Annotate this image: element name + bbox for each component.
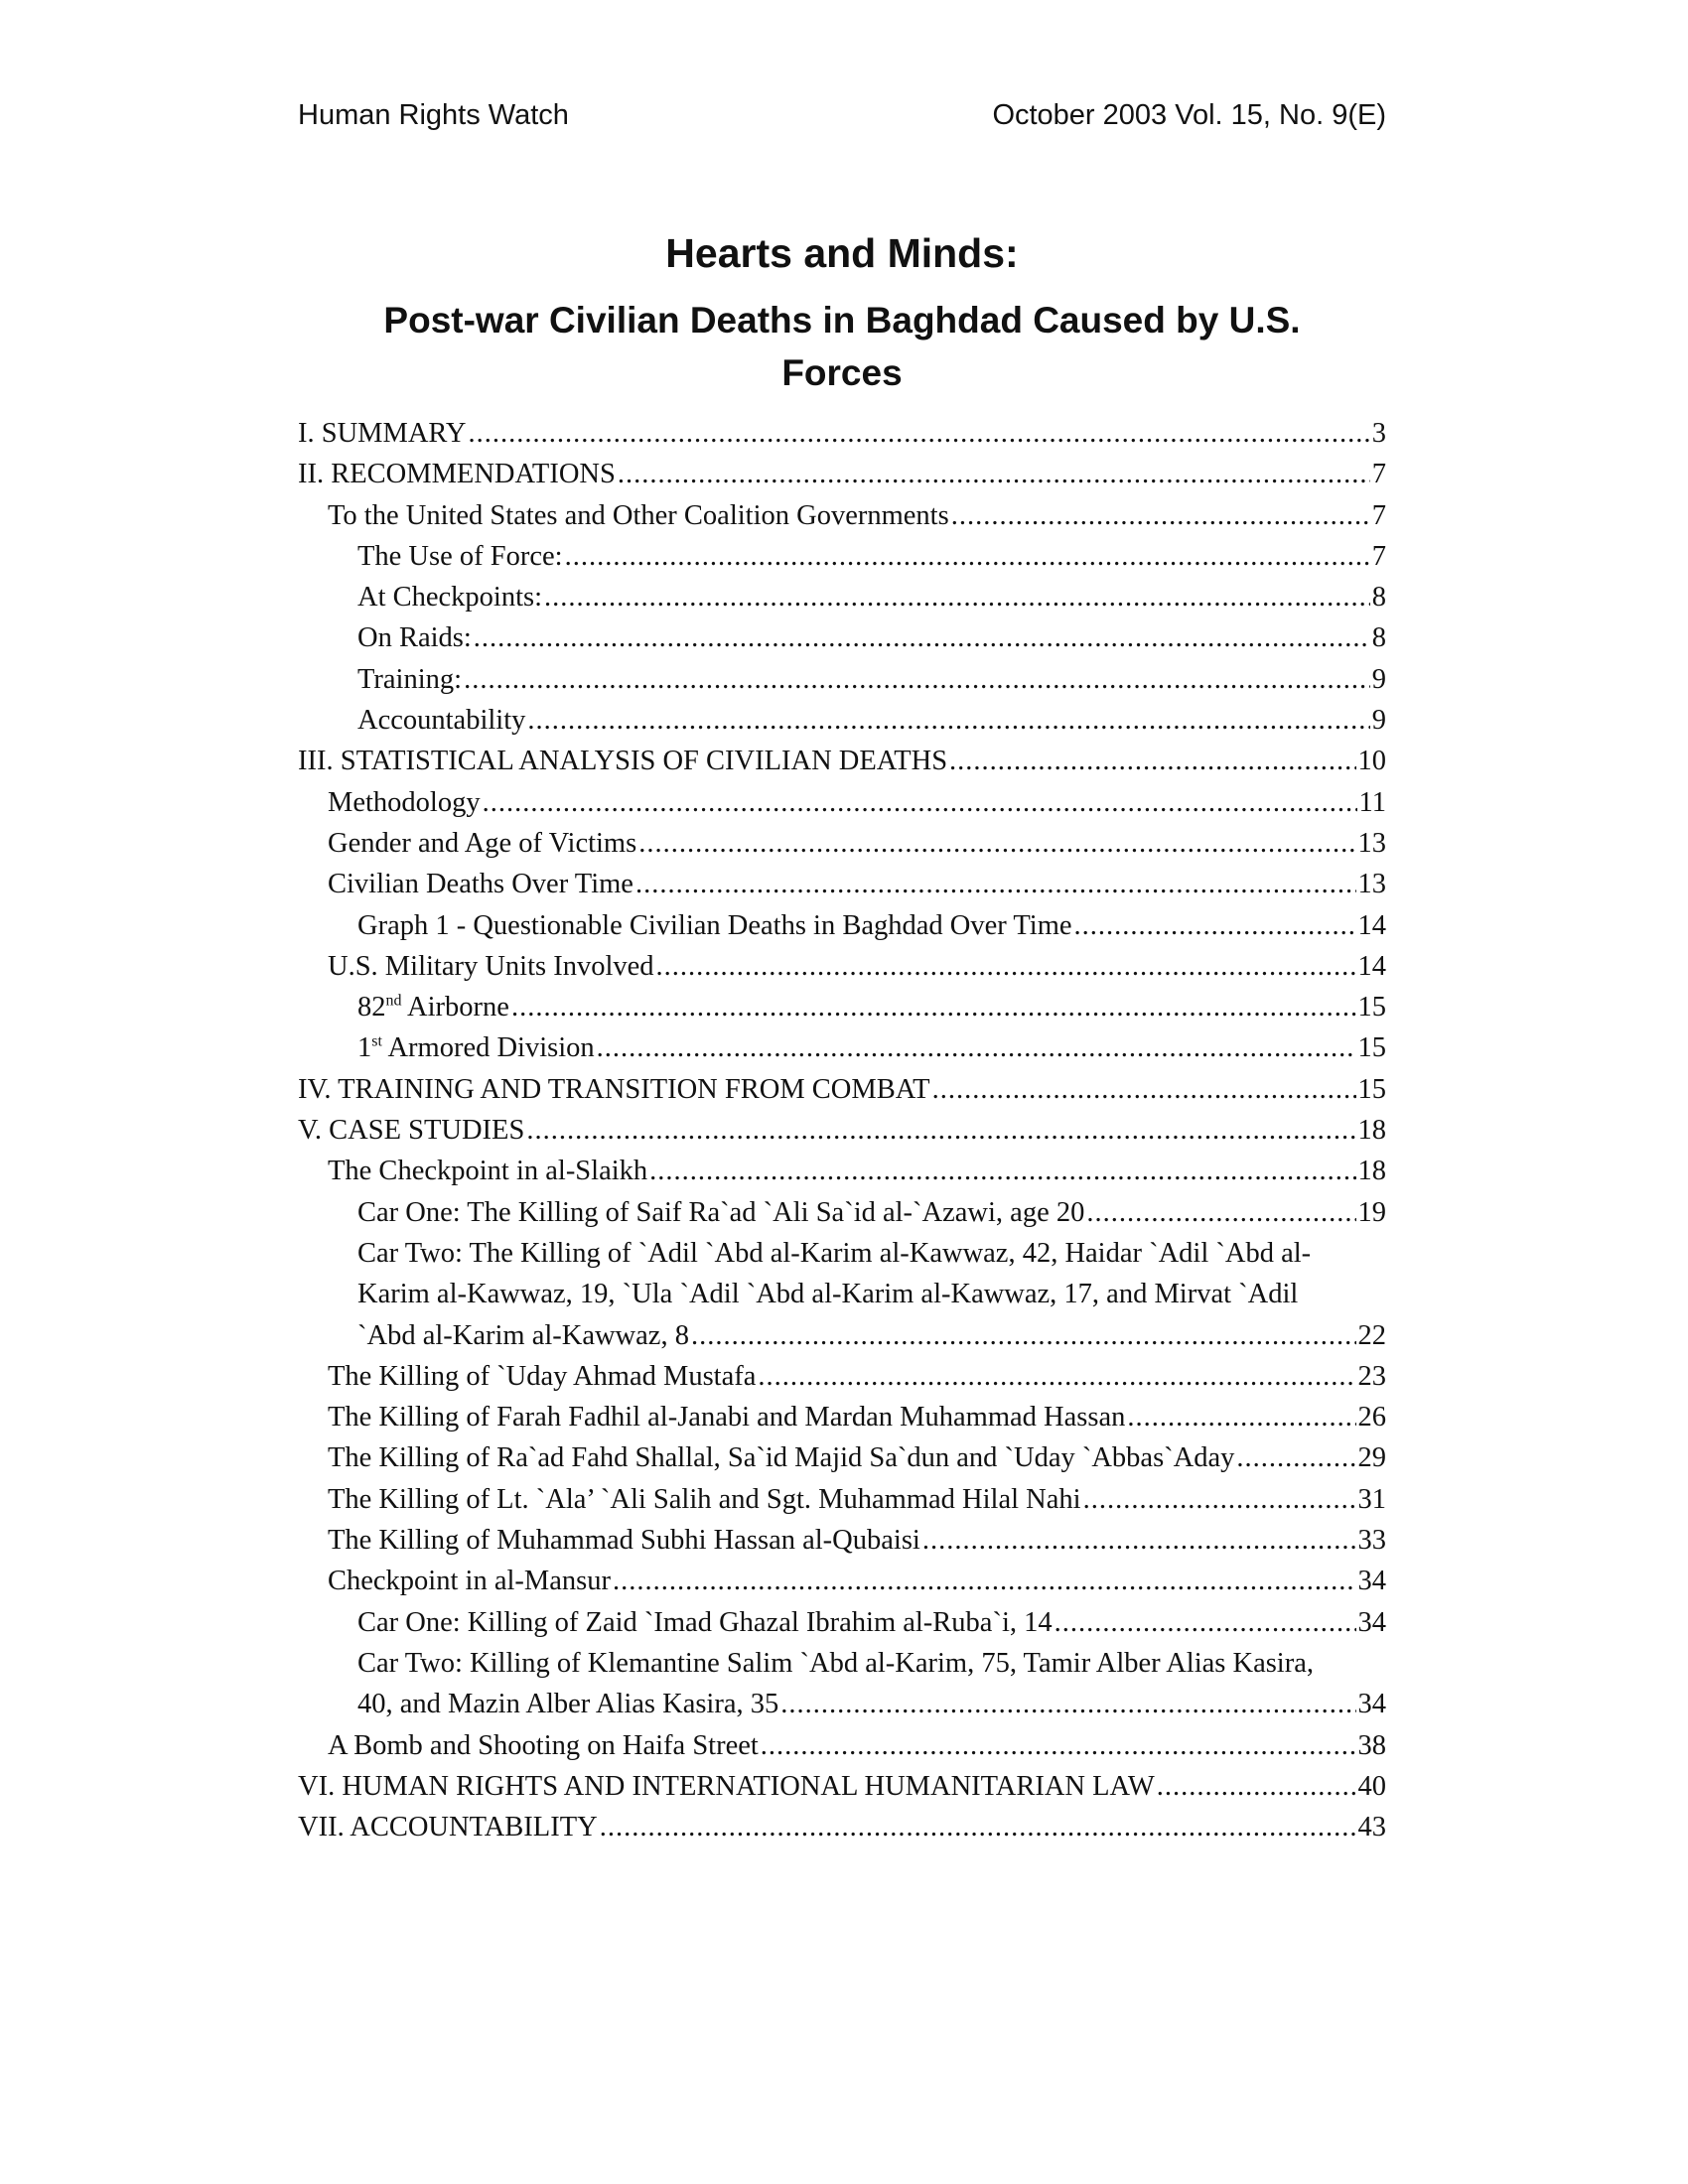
dot-leader: [780, 1684, 1355, 1724]
toc-entry-text: [298, 741, 947, 781]
toc-entry-title: The Use of Force:: [357, 540, 563, 572]
toc-entry-text: [328, 495, 949, 536]
toc-entry-title: 40, and Mazin Alber Alias Kasira, 35: [357, 1689, 779, 1720]
toc-entry-title: Checkpoint in al-Mansur: [328, 1566, 611, 1597]
toc-page-number: 33: [1357, 1525, 1386, 1557]
toc-entry[interactable]: [298, 1356, 1386, 1397]
toc-page-number: 40: [1357, 1770, 1386, 1802]
toc-entry-title: The Killing of `Uday Ahmad Mustafa: [328, 1360, 757, 1392]
toc-entry[interactable]: [298, 1520, 1386, 1561]
toc-entry-row: [357, 1192, 1386, 1233]
toc-entry[interactable]: [298, 741, 1386, 781]
toc-entry-text: [357, 1315, 689, 1356]
dot-leader: [613, 1561, 1356, 1601]
dot-leader: [544, 577, 1370, 617]
toc-page-number: 23: [1357, 1360, 1386, 1392]
toc-entry[interactable]: [298, 495, 1386, 536]
toc-entry-ordinal-suffix: nd: [385, 992, 402, 1010]
toc-entry[interactable]: [298, 617, 1386, 658]
toc-entry-text: [328, 1151, 647, 1191]
toc-page-number: 13: [1357, 827, 1386, 859]
toc-page-number: 15: [1357, 1032, 1386, 1064]
toc-entry-row: [328, 1561, 1386, 1601]
toc-entry-row: [328, 1725, 1386, 1766]
dot-leader: [1086, 1192, 1355, 1233]
toc-entry-text: [298, 1766, 1155, 1807]
dot-leader: [949, 741, 1355, 781]
header-organization: Human Rights Watch: [298, 99, 569, 131]
toc-entry-row: [298, 1766, 1386, 1807]
toc-entry[interactable]: [298, 1479, 1386, 1520]
toc-entry[interactable]: [298, 454, 1386, 494]
toc-entry[interactable]: [298, 987, 1386, 1027]
toc-entry-title: II. RECOMMENDATIONS: [298, 459, 616, 490]
toc-entry-title: The Killing of Farah Fadhil al-Janabi and Mardan Muhammad Hassan: [328, 1402, 1126, 1433]
toc-page-number: 11: [1358, 786, 1386, 818]
dot-leader: [1127, 1397, 1355, 1437]
toc-entry[interactable]: [298, 823, 1386, 864]
toc-entry-title: Methodology: [328, 786, 481, 818]
toc-entry-title: Car One: Killing of Zaid `Imad Ghazal Ibrahim al-Ruba`i, 14: [357, 1606, 1053, 1638]
toc-page-number: 14: [1357, 909, 1386, 941]
toc-entry[interactable]: [298, 1069, 1386, 1110]
toc-entry-text: [357, 577, 542, 617]
toc-entry-title: VII. ACCOUNTABILITY: [298, 1812, 598, 1843]
toc-entry-row: [328, 1479, 1386, 1520]
toc-page-number: 14: [1357, 950, 1386, 982]
toc-entry[interactable]: [298, 577, 1386, 617]
dot-leader: [1083, 1479, 1356, 1520]
toc-entry-ordinal-suffix: st: [371, 1032, 382, 1050]
toc-page-number: 26: [1357, 1402, 1386, 1433]
dot-leader: [468, 413, 1369, 454]
toc-entry-row: [328, 1356, 1386, 1397]
toc-entry[interactable]: [298, 905, 1386, 946]
toc-page-number: 13: [1357, 869, 1386, 900]
toc-entry-text: [298, 1807, 598, 1847]
toc-entry-title: The Killing of Muhammad Subhi Hassan al-Qubaisi: [328, 1525, 920, 1557]
toc-entry-title: At Checkpoints:: [357, 582, 543, 614]
dot-leader: [527, 700, 1369, 741]
toc-page-number: 34: [1357, 1689, 1386, 1720]
toc-page-number: 22: [1357, 1319, 1386, 1351]
toc-entry-row: [328, 1397, 1386, 1437]
toc-entry-row: [328, 1151, 1386, 1191]
toc-page-number: 31: [1357, 1483, 1386, 1515]
toc-entry-row: [298, 454, 1386, 494]
toc-entry-title-rest: Armored Division: [381, 1032, 595, 1064]
dot-leader: [526, 1110, 1355, 1151]
toc-entry-text-line: Car Two: The Killing of `Adil `Abd al-Karim al-Kawwaz, 42, Haidar `Adil `Abd al-: [357, 1237, 1312, 1269]
toc-entry-title: On Raids:: [357, 622, 472, 654]
toc-entry[interactable]: [298, 1233, 1386, 1356]
table-of-contents: [298, 413, 1386, 1847]
toc-page-number: 8: [1371, 622, 1386, 654]
toc-entry[interactable]: [298, 659, 1386, 700]
toc-entry-text-line: Car Two: Killing of Klemantine Salim `Abd al-Karim, 75, Tamir Alber Alias Kasira,: [357, 1647, 1314, 1679]
dot-leader: [565, 536, 1370, 577]
running-header: [298, 99, 1386, 132]
toc-entry-text: [357, 617, 472, 658]
toc-page-number: 7: [1371, 540, 1386, 572]
toc-page-number: 18: [1357, 1115, 1386, 1147]
toc-page-number: 43: [1357, 1812, 1386, 1843]
toc-entry-text: [328, 782, 481, 823]
toc-entry-row: [357, 987, 1386, 1027]
toc-entry-text: [298, 454, 616, 494]
dot-leader: [951, 495, 1370, 536]
toc-entry-row: [357, 536, 1386, 577]
toc-entry-title: A Bomb and Shooting on Haifa Street: [328, 1729, 759, 1761]
toc-page-number: 3: [1371, 418, 1386, 449]
toc-entry[interactable]: [298, 1192, 1386, 1233]
toc-entry-row: [357, 905, 1386, 946]
dot-leader: [932, 1069, 1356, 1110]
toc-entry-title: V. CASE STUDIES: [298, 1115, 525, 1147]
toc-page-number: 10: [1357, 746, 1386, 777]
toc-entry-title: The Killing of Lt. `Ala’ `Ali Salih and Sgt. Muhammad Hilal Nahi: [328, 1483, 1081, 1515]
dot-leader: [656, 946, 1356, 987]
header-issue-info: October 2003 Vol. 15, No. 9(E): [992, 99, 1386, 131]
toc-entry[interactable]: [298, 1397, 1386, 1437]
toc-entry-title: The Checkpoint in al-Slaikh: [328, 1156, 648, 1187]
toc-entry-text: [328, 1356, 756, 1397]
toc-entry-text: [357, 1602, 1053, 1643]
toc-entry-text: [357, 1027, 595, 1068]
toc-entry-title: Car One: The Killing of Saif Ra`ad `Ali Sa`id al-`Azawi, age 20: [357, 1196, 1085, 1228]
toc-page-number: 7: [1371, 459, 1386, 490]
toc-entry[interactable]: [298, 700, 1386, 741]
toc-entry-text: [357, 659, 462, 700]
toc-entry-title: I. SUMMARY: [298, 418, 467, 449]
dot-leader: [600, 1807, 1356, 1847]
toc-entry-text: [328, 864, 633, 904]
dot-leader: [511, 987, 1356, 1027]
toc-page-number: 15: [1357, 992, 1386, 1024]
toc-entry-text: [298, 1110, 524, 1151]
toc-entry-row: [298, 413, 1386, 454]
toc-entry-text: [357, 1684, 778, 1724]
toc-entry-text: [328, 1397, 1125, 1437]
toc-entry-row: [357, 1684, 1386, 1724]
dot-leader: [1074, 905, 1356, 946]
toc-entry-row: [357, 617, 1386, 658]
toc-entry-row: [298, 1110, 1386, 1151]
document-subtitle: Post-war Civilian Deaths in Baghdad Caused by U.S. Forces: [383, 300, 1301, 393]
toc-entry-row: [298, 741, 1386, 781]
toc-entry[interactable]: [298, 1027, 1386, 1068]
toc-page-number: 18: [1357, 1156, 1386, 1187]
toc-entry-row: [328, 495, 1386, 536]
toc-entry-text: [357, 700, 525, 741]
toc-entry-row: [357, 1315, 1386, 1356]
toc-entry-row: [357, 1602, 1386, 1643]
toc-entry-row: [328, 864, 1386, 904]
toc-entry-title: 82: [357, 992, 386, 1024]
dot-leader: [691, 1315, 1356, 1356]
toc-entry[interactable]: [298, 782, 1386, 823]
toc-entry[interactable]: [298, 1807, 1386, 1847]
toc-entry-row: [328, 1437, 1386, 1478]
toc-entry-row: [328, 946, 1386, 987]
toc-entry-title: Graph 1 - Questionable Civilian Deaths in Baghdad Over Time: [357, 909, 1072, 941]
toc-entry-title: 1: [357, 1032, 372, 1064]
toc-entry[interactable]: [298, 1561, 1386, 1601]
toc-entry[interactable]: [298, 1725, 1386, 1766]
toc-entry-row: [328, 782, 1386, 823]
toc-entry[interactable]: [298, 1643, 1386, 1725]
toc-entry-row: [298, 1069, 1386, 1110]
toc-page-number: 15: [1357, 1073, 1386, 1105]
toc-entry-text: [298, 413, 466, 454]
toc-entry-row: [357, 577, 1386, 617]
toc-entry-title: Civilian Deaths Over Time: [328, 869, 633, 900]
toc-entry[interactable]: [298, 1437, 1386, 1478]
toc-entry[interactable]: [298, 1151, 1386, 1191]
toc-entry-title: Training:: [357, 663, 463, 695]
toc-entry-title: The Killing of Ra`ad Fahd Shallal, Sa`id Majid Sa`dun and `Uday `Abbas`Aday: [328, 1442, 1235, 1474]
toc-entry-text: [357, 536, 563, 577]
toc-page-number: 9: [1371, 663, 1386, 695]
toc-page-number: 19: [1357, 1196, 1386, 1228]
dot-leader: [638, 823, 1355, 864]
toc-entry-row: [357, 700, 1386, 741]
toc-entry-text: [328, 946, 654, 987]
toc-entry-title: Gender and Age of Victims: [328, 827, 637, 859]
toc-entry[interactable]: [298, 864, 1386, 904]
toc-entry-row: [328, 1520, 1386, 1561]
toc-entry[interactable]: [298, 413, 1386, 454]
dot-leader: [758, 1356, 1355, 1397]
toc-entry-text: [328, 1437, 1234, 1478]
toc-entry-title: VI. HUMAN RIGHTS AND INTERNATIONAL HUMANITARIAN LAW: [298, 1770, 1155, 1802]
dot-leader: [922, 1520, 1356, 1561]
toc-page-number: 8: [1371, 582, 1386, 614]
toc-entry-text: [328, 1725, 759, 1766]
dot-leader: [474, 617, 1370, 658]
dot-leader: [1236, 1437, 1355, 1478]
toc-entry-text-line: Karim al-Kawwaz, 19, `Ula `Adil `Abd al-Karim al-Kawwaz, 17, and Mirvat `Adil: [357, 1279, 1299, 1310]
toc-entry-title: `Abd al-Karim al-Kawwaz, 8: [357, 1319, 689, 1351]
dot-leader: [1157, 1766, 1356, 1807]
toc-entry[interactable]: [298, 1602, 1386, 1643]
toc-page-number: 34: [1357, 1566, 1386, 1597]
toc-page-number: 38: [1357, 1729, 1386, 1761]
dot-leader: [761, 1725, 1356, 1766]
toc-entry-row: [298, 1807, 1386, 1847]
toc-entry-text: [357, 1192, 1084, 1233]
toc-page-number: 34: [1357, 1606, 1386, 1638]
toc-entry-row: [328, 823, 1386, 864]
toc-entry-title: IV. TRAINING AND TRANSITION FROM COMBAT: [298, 1073, 930, 1105]
toc-entry[interactable]: [298, 1766, 1386, 1807]
dot-leader: [649, 1151, 1355, 1191]
toc-entry-title: III. STATISTICAL ANALYSIS OF CIVILIAN DEATHS: [298, 746, 948, 777]
toc-entry-row: [357, 1027, 1386, 1068]
toc-entry-title: U.S. Military Units Involved: [328, 950, 654, 982]
document-title: Hearts and Minds:: [665, 230, 1019, 276]
dot-leader: [483, 782, 1357, 823]
dot-leader: [1055, 1602, 1356, 1643]
toc-entry[interactable]: [298, 1110, 1386, 1151]
dot-leader: [635, 864, 1356, 904]
toc-entry-title: To the United States and Other Coalition Governments: [328, 499, 949, 531]
toc-entry-title: Accountability: [357, 705, 526, 737]
dot-leader: [618, 454, 1370, 494]
toc-entry-text: [328, 1561, 611, 1601]
toc-entry-row: [357, 659, 1386, 700]
toc-entry-title-rest: Airborne: [401, 992, 509, 1024]
toc-page-number: 7: [1371, 499, 1386, 531]
toc-entry-text: [328, 823, 636, 864]
toc-page-number: 9: [1371, 705, 1386, 737]
toc-entry-text: [328, 1479, 1081, 1520]
toc-entry[interactable]: [298, 536, 1386, 577]
toc-entry-text: [357, 987, 509, 1027]
toc-page-number: 29: [1357, 1442, 1386, 1474]
toc-entry-text: [357, 905, 1072, 946]
toc-entry[interactable]: [298, 946, 1386, 987]
toc-entry-text: [298, 1069, 930, 1110]
dot-leader: [597, 1027, 1356, 1068]
dot-leader: [464, 659, 1370, 700]
toc-entry-text: [328, 1520, 920, 1561]
